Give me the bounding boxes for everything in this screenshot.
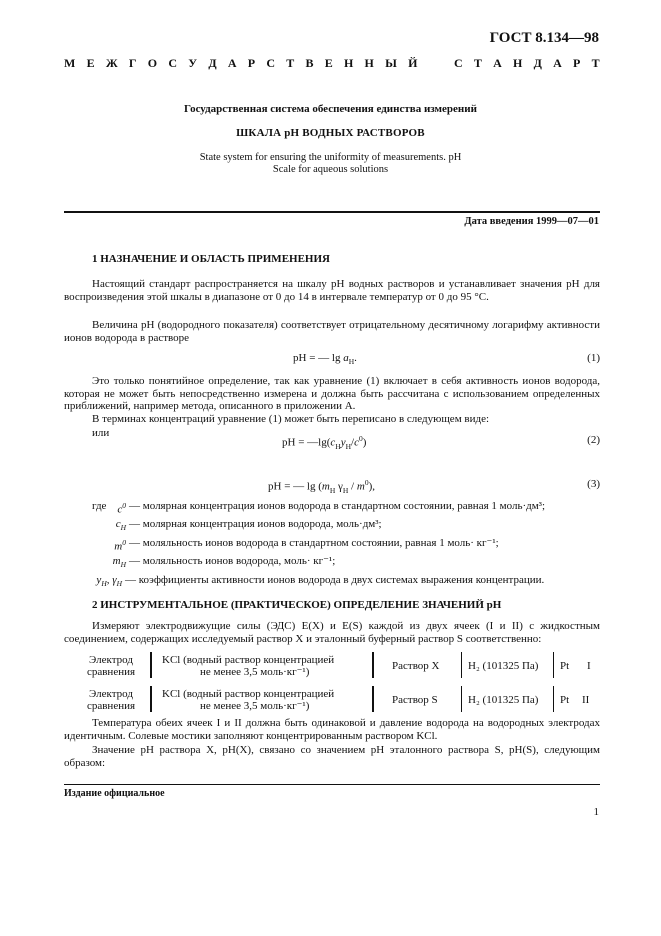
section-2-paragraph-1: Измеряют электродвижущие силы (ЭДС) E(X) и E(S) каждой из двух ячеек (I и II) с жидкостным соединением, содержащих исследуемый раствор X и эталонный буферный раствор S соответственно:: [64, 620, 600, 645]
cell-1-h2: H₂ (101325 Па): [468, 660, 539, 672]
section-1-paragraph-2: Величина pH (водородного показателя) соответствует отрицательному десятичному логарифму активности ионов водорода в растворе: [64, 319, 600, 344]
cell-2-number: II: [582, 694, 590, 706]
cell-1-pt: Pt: [560, 660, 570, 672]
cell-2-junction-3: [461, 686, 462, 712]
document-title: ШКАЛА pH ВОДНЫХ РАСТВОРОВ: [236, 127, 425, 139]
cell-2-electrode: Электрод сравнения: [86, 688, 136, 712]
definition-row: $m_H$ — моляльность ионов водорода, моль· кг⁻¹;: [112, 555, 336, 570]
cell-2-junction-1: [150, 686, 152, 712]
cell-2-h2: H₂ (101325 Па): [468, 694, 539, 706]
section-1-paragraph-3: Это только понятийное определение, так как уравнение (1) включает в себя активность ионов водорода, которая не может быть непосредственно измерена и должна быть рассчитана с использованием определенных приближений, например метода, описанного в приложении А.: [64, 375, 600, 413]
banner-letter: С: [266, 56, 275, 70]
definition-row: $m^0$ — моляльность ионов водорода в стандартном состоянии, равная 1 моль· кг⁻¹;: [114, 536, 499, 553]
banner-letter: А: [553, 56, 562, 70]
banner-letter: Е: [324, 56, 333, 70]
cell-1-kcl: KCl (водный раствор концентрацией не менее 3,5 моль·кг⁻¹): [162, 654, 335, 678]
banner-letter: Г: [128, 56, 137, 70]
page-number: 1: [593, 806, 599, 818]
cell-2-kcl: KCl (водный раствор концентрацией не менее 3,5 моль·кг⁻¹): [162, 688, 335, 712]
section-1-paragraph-4: В терминах концентраций уравнение (1) может быть переписано в следующем виде:: [92, 413, 490, 425]
standard-code: ГОСТ 8.134—98: [489, 30, 599, 46]
cell-1-number: I: [587, 660, 591, 672]
system-title: Государственная система обеспечения единства измерений: [184, 103, 477, 115]
banner-letter: Ы: [385, 56, 397, 70]
title-rule: [64, 211, 600, 213]
equation-2: [64, 434, 600, 451]
banner-letter: С: [453, 56, 463, 70]
banner-letter: Т: [473, 56, 482, 70]
section-1-heading: 1 НАЗНАЧЕНИЕ И ОБЛАСТЬ ПРИМЕНЕНИЯ: [92, 253, 330, 265]
section-2-paragraph-2: Температура обеих ячеек I и II должна быть одинаковой и давление водорода на водородных электродах идентичным. Солевые мостики заполняют концентрированным раствором KCl.: [64, 717, 600, 742]
cell-1-electrode: Электрод сравнения: [86, 654, 136, 678]
equation-2-number: (2): [587, 434, 600, 446]
equation-1-number: (1): [587, 352, 600, 364]
interstate-standard-banner: [64, 56, 600, 71]
cell-2-pt: Pt: [560, 694, 570, 706]
definition-row: где $c^0$ — молярная концентрация ионов водорода в стандартном состоянии, равная 1 моль·дм³;: [92, 500, 546, 516]
english-title-line-1: State system for ensuring the uniformity of measurements. pH: [199, 152, 462, 163]
cell-2-solution: Раствор S: [392, 694, 438, 706]
symbol-definitions: [92, 499, 602, 591]
banner-letter: Й: [408, 56, 418, 70]
banner-letter: Р: [247, 56, 256, 70]
banner-letter: С: [168, 56, 178, 70]
cell-1-junction-1: [150, 652, 152, 678]
section-2-heading: 2 ИНСТРУМЕНТАЛЬНОЕ (ПРАКТИЧЕСКОЕ) ОПРЕДЕЛЕНИЕ ЗНАЧЕНИЙ pH: [92, 599, 502, 611]
banner-letter: О: [147, 56, 158, 70]
banner-letter: Р: [573, 56, 581, 70]
english-title-line-2: Scale for aqueous solutions: [272, 164, 389, 175]
banner-letter: В: [305, 56, 314, 70]
banner-letter: Н: [513, 56, 523, 70]
banner-letter: Е: [86, 56, 95, 70]
cell-2-junction-2: [372, 686, 374, 712]
banner-letter: Д: [533, 56, 542, 70]
definition-row: $y_H$, $\gamma_H$ — коэффициенты активности ионов водорода в двух системах выражения концентрации.: [96, 573, 545, 588]
equation-3-number: (3): [587, 478, 600, 490]
cell-1-junction-2: [372, 652, 374, 678]
equation-1-formula: pH = — $\lg a_H$.: [293, 352, 357, 367]
definition-row: $c_H$ — молярная концентрация ионов водорода, моль·дм³;: [115, 518, 382, 533]
banner-letter: Т: [286, 56, 295, 70]
banner-letter: М: [64, 56, 76, 70]
banner-letter: У: [188, 56, 198, 70]
equation-1: [64, 352, 600, 366]
cell-2-junction-4: [553, 686, 554, 712]
english-title: [0, 152, 661, 176]
banner-letter: Н: [343, 56, 354, 70]
cell-1-junction-4: [553, 652, 554, 678]
footer-rule: [64, 784, 600, 785]
banner-letter: А: [227, 56, 237, 70]
cell-1-solution: Раствор X: [392, 660, 440, 672]
equation-2-formula: pH = $—\lg(c_Hy_H/c^0)$: [282, 434, 367, 451]
section-1-paragraph-1: Настоящий стандарт распространяется на шкалу pH водных растворов и устанавливает значения pH для воспроизведения этой шкалы в диапазоне от 0 до 14 в интервале температур от 0 до 95 °С.: [64, 278, 600, 303]
equation-3-formula: pH = — $\lg (m_H$ $\gamma_H / m^0$),: [268, 478, 375, 495]
banner-letter: Н: [364, 56, 374, 70]
banner-letter: Ж: [105, 56, 118, 70]
banner-letter: Т: [591, 56, 600, 70]
edition-note: Издание официальное: [64, 788, 165, 799]
effective-date: Дата введения 1999—07—01: [464, 216, 599, 227]
banner-letter: Д: [208, 56, 217, 70]
banner-letter: А: [493, 56, 502, 70]
banner-gap: [429, 56, 443, 71]
section-2-paragraph-3: Значение pH раствора X, pH(X), связано со значением pH эталонного раствора S, pH(S), следующим образом:: [64, 744, 600, 769]
cell-1-junction-3: [461, 652, 462, 678]
equation-3: [64, 478, 600, 495]
or-word: или: [92, 427, 110, 439]
